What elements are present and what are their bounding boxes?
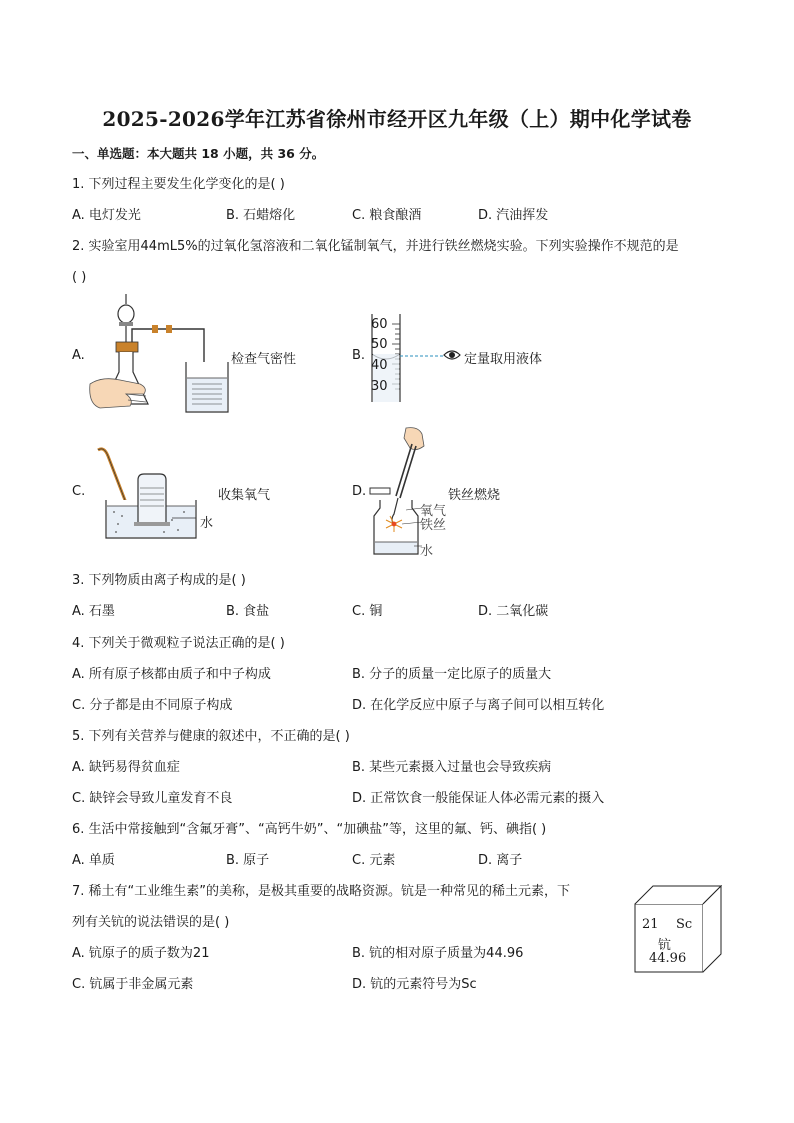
q6-option-c: C. 元素 <box>352 853 396 868</box>
q2-stem: 2. 实验室用44mL5%的过氧化氢溶液和二氧化锰制氧气，并进行铁丝燃烧实验。下列实验操作不规范的是 <box>72 239 679 254</box>
q6-stem: 6. 生活中常接触到“含氟牙膏”、“高钙牛奶”、“加碘盐”等，这里的氟、钙、碘指( ) <box>72 822 547 837</box>
q2-stem-paren: ( ) <box>72 270 87 285</box>
cylinder-mark-40: 40 <box>371 358 388 373</box>
q7-option-d: D. 钪的元素符号为Sc <box>352 977 477 992</box>
airtightness-check-figure <box>86 292 236 416</box>
exam-title: 2025-2026学年江苏省徐州市经开区九年级（上）期中化学试卷 <box>102 107 692 131</box>
q2-b-letter: B. <box>352 348 366 363</box>
q5-option-d: D. 正常饮食一般能保证人体必需元素的摄入 <box>352 791 605 806</box>
q5-option-a: A. 缺钙易得贫血症 <box>72 760 180 775</box>
q3-option-c: C. 铜 <box>352 604 383 619</box>
q7-option-b: B. 钪的相对原子质量为44.96 <box>352 946 524 961</box>
cylinder-mark-60: 60 <box>371 317 388 332</box>
q2-b-caption: 定量取用液体 <box>464 352 543 367</box>
q2-c-water-label: 水 <box>200 516 214 531</box>
eye-icon <box>443 348 461 362</box>
q6-option-b: B. 原子 <box>226 853 270 868</box>
cylinder-mark-30: 30 <box>371 379 388 394</box>
element-name: 钪 <box>658 938 672 953</box>
q7-option-a: A. 钪原子的质子数为21 <box>72 946 210 961</box>
atomic-number: 21 <box>642 917 659 932</box>
q3-option-a: A. 石墨 <box>72 604 115 619</box>
q2-a-letter: A. <box>72 348 85 363</box>
q4-option-a: A. 所有原子核都由质子和中子构成 <box>72 667 271 682</box>
q2-c-caption: 收集氧气 <box>218 488 271 503</box>
q4-option-d: D. 在化学反应中原子与离子间可以相互转化 <box>352 698 605 713</box>
q1-option-a: A. 电灯发光 <box>72 208 141 223</box>
element-symbol: Sc <box>676 917 693 932</box>
scandium-element-card <box>634 885 722 973</box>
q3-option-d: D. 二氧化碳 <box>478 604 549 619</box>
q6-option-a: A. 单质 <box>72 853 115 868</box>
q7-stem-cont: 列有关钪的说法错误的是( ) <box>72 915 230 930</box>
q5-stem: 5. 下列有关营养与健康的叙述中，不正确的是( ) <box>72 729 350 744</box>
section-heading: 一、单选题：本大题共 18 小题，共 36 分。 <box>72 146 325 161</box>
q1-stem: 1. 下列过程主要发生化学变化的是( ) <box>72 177 285 192</box>
q1-option-b: B. 石蜡熔化 <box>226 208 296 223</box>
q5-option-c: C. 缺锌会导致儿童发育不良 <box>72 791 233 806</box>
q2-d-oxygen-label: 氧气 <box>420 504 447 519</box>
q7-stem: 7. 稀土有“工业维生素”的美称，是极其重要的战略资源。钪是一种常见的稀土元素，下 <box>72 884 571 899</box>
atomic-mass: 44.96 <box>649 951 687 966</box>
q2-c-letter: C. <box>72 484 86 499</box>
q2-d-letter: D. <box>352 484 367 499</box>
q4-stem: 4. 下列关于微观粒子说法正确的是( ) <box>72 636 285 651</box>
q4-option-b: B. 分子的质量一定比原子的质量大 <box>352 667 552 682</box>
q2-a-caption: 检查气密性 <box>231 352 297 367</box>
q5-option-b: B. 某些元素摄入过量也会导致疾病 <box>352 760 552 775</box>
q6-option-d: D. 离子 <box>478 853 523 868</box>
q1-option-c: C. 粮食酿酒 <box>352 208 422 223</box>
q3-option-b: B. 食盐 <box>226 604 270 619</box>
q2-d-caption: 铁丝燃烧 <box>448 488 501 503</box>
q2-d-iron-wire-label: 铁丝 <box>420 518 447 533</box>
q4-option-c: C. 分子都是由不同原子构成 <box>72 698 233 713</box>
q3-stem: 3. 下列物质由离子构成的是( ) <box>72 573 246 588</box>
cylinder-mark-50: 50 <box>371 337 388 352</box>
gas-collection-figure <box>88 442 208 542</box>
iron-wire-burning-figure <box>366 424 426 556</box>
q1-option-d: D. 汽油挥发 <box>478 208 549 223</box>
q2-d-water-label: 水 <box>420 544 434 559</box>
q7-option-c: C. 钪属于非金属元素 <box>72 977 194 992</box>
